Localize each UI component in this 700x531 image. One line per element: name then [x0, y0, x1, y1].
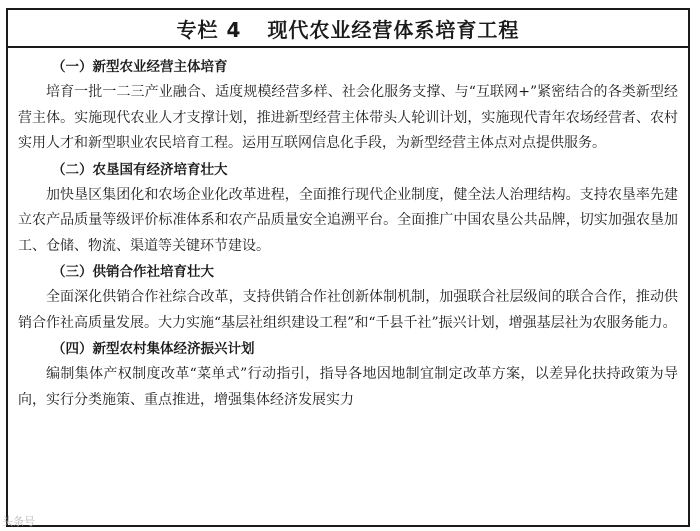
- column-label: 专栏 4: [176, 17, 242, 42]
- section-heading: （一）新型农业经营主体培育: [52, 59, 228, 75]
- section-new-business-entities: [18, 54, 678, 157]
- section-heading: （三）供销合作社培育壮大: [52, 264, 214, 280]
- section-rural-collective-economy: [18, 336, 678, 413]
- section-paragraph: 加快垦区集团化和农场企业化改革进程，全面推行现代企业制度，健全法人治理结构。支持农垦率先建立农产品质量等级评价标准体系和农产品质量安全追溯平台。全面推广中国农垦公共品牌，切实加强农垦加工、仓储、物流、渠道等关键环节建设。: [18, 186, 678, 254]
- section-supply-marketing-coop: [18, 259, 678, 336]
- column-title-bar: [8, 10, 688, 48]
- watermark: 头条号: [2, 515, 35, 528]
- column-title: 现代农业经营体系培育工程: [267, 17, 520, 42]
- section-paragraph: 培育一批一二三产业融合、适度规模经营多样、社会化服务支撑、与“互联网+”紧密结合的各类新型经营主体。实施现代农业人才支撑计划，推进新型经营主体带头人轮训计划，实施现代青年农场经营者、农村实用人才和新型职业农民培育工程。运用互联网信息化手段，为新型经营主体点对点提供服务。: [18, 84, 678, 151]
- section-heading: （二）农垦国有经济培育壮大: [52, 161, 228, 178]
- section-state-farm-economy: [18, 157, 678, 260]
- section-paragraph: 编制集体产权制度改革“菜单式”行动指引，指导各地因地制宜制定改革方案，以差异化扶持政策为导向，实行分类施策、重点推进，增强集体经济发展实力: [18, 366, 678, 408]
- column-content: [8, 48, 688, 413]
- section-paragraph: 全面深化供销合作社综合改革，支持供销合作社创新体制机制，加强联合社层级间的联合合作，推动供销合作社高质量发展。大力实施“基层社组织建设工程”和“千县千社”振兴计划，增强基层社为农服务能力。: [18, 289, 678, 331]
- column-box: [6, 8, 690, 527]
- section-heading: （四）新型农村集体经济振兴计划: [52, 341, 255, 357]
